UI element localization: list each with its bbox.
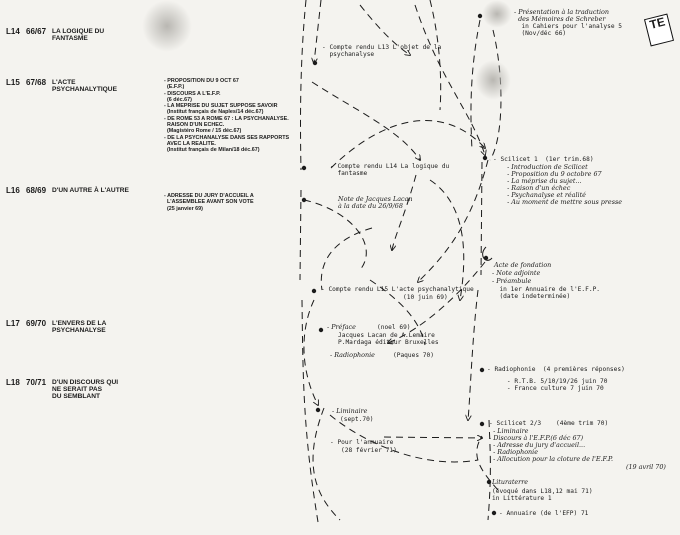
seminar-years: 68/69 — [26, 186, 47, 195]
ink-blot — [482, 0, 512, 28]
seminar-code: L15 — [6, 78, 20, 87]
stamp-logo: TE — [644, 14, 674, 47]
liminaire-date: (sept.70) — [340, 416, 374, 423]
seminar-title: L'ACTE PSYCHANALYTIQUE — [52, 79, 117, 93]
compte-rendu-l15-date: (10 juin 69) — [403, 294, 448, 301]
compte-rendu-l14: - Compte rendu L14 La logique du fantasme — [330, 163, 450, 178]
note-adjointe: - Note adjointe — [492, 269, 541, 277]
note-jacques-lacan: Note de Jacques Lacan à la date du 26/9/68 — [338, 195, 413, 211]
ink-blot — [142, 0, 192, 52]
radiophonie-full: - Radiophonie (4 premières réponses) — [487, 366, 625, 373]
preface: - Préface — [327, 323, 356, 331]
seminar-code: L17 — [6, 319, 20, 328]
ink-blot — [475, 60, 511, 100]
seminar-title: D'UN DISCOURS QUI NE SERAIT PAS DU SEMBLANT — [52, 379, 119, 400]
seminar-title: LA LOGIQUE DU FANTASME — [52, 28, 105, 42]
presentation-schreber: - Présentation à la traduction des Mémoires de Schreber — [514, 8, 610, 24]
seminar-years: 69/70 — [26, 319, 47, 328]
compte-rendu-l13: - Compte rendu L13 L'objet de la psychanalyse — [322, 44, 442, 59]
radiophonie: - Radiophonie — [330, 351, 375, 359]
seminar-code: L18 — [6, 378, 20, 387]
seminar-code: L14 — [6, 27, 20, 36]
preambule-publication: in 1er Annuaire de l'E.F.P. (date indeterminée) — [499, 286, 601, 301]
lituraterre: Lituraterre — [492, 478, 529, 486]
seminar-years: 70/71 — [26, 378, 47, 387]
seminar-code: L16 — [6, 186, 20, 195]
preambule: - Préambule — [492, 277, 532, 285]
acte-de-fondation: Acte de fondation — [494, 261, 552, 269]
preface-publication: Jacques Lacan de A.Lemaire P.Mardaga éditeur Bruxelles — [338, 332, 439, 347]
seminar-years: 67/68 — [26, 78, 47, 87]
scilicet-2-3-contents: - Liminaire - Discours à l'E.F.P.(6 déc 67) - Adresse du jury d'accueil... - Radiophonie - Allocution pour la cloture de l'E.F.P. — [489, 427, 614, 464]
preface-date: (noel 69) — [377, 324, 411, 331]
seminar-years: 66/67 — [26, 27, 47, 36]
pour-annuaire-date: (28 février 71) — [341, 447, 397, 454]
l15-publications: - PROPOSITION DU 9 OCT 67 (E.F.P.) - DISCOURS A L'E.F.P. (6 déc.67) - LA MEPRISE DU SUJET SUPPOSE SAVOIR (Institut français de Naples/14 déc.67) - DE ROME 53 A ROME 67 : LA PSYCHANALYSE. RAISON D'UN ECHEC. (Magistéro Rome / 15 déc.67) - DE LA PSYCHANALYSE DANS SES RAPPORTS AVEC LA REALITE. (Institut français de Milan/18 déc.67) — [164, 78, 290, 154]
scilicet-2-3-last-date: (19 avril 70) — [626, 463, 666, 471]
radiophonie-date: (Paques 70) — [393, 352, 434, 359]
liminaire: - Liminaire — [332, 407, 368, 415]
radiophonie-broadcasts: - R.T.B. 5/10/19/26 juin 70 - France culture 7 juin 70 — [506, 378, 608, 393]
pour-annuaire: - Pour l'annuaire — [330, 439, 394, 446]
scilicet-1: - Scilicet 1 (1er trim.68) — [493, 156, 594, 163]
seminar-title: L'ENVERS DE LA PSYCHANALYSE — [52, 320, 107, 334]
compte-rendu-l15: - Compte rendu L15 L'acte psychanalytique — [321, 286, 474, 293]
seminar-title: D'UN AUTRE À L'AUTRE — [52, 187, 129, 194]
scilicet-1-contents: - Introduction de Scilicet - Proposition du 9 octobre 67 - La méprise du sujet... - Raison d'un échec - Psychanalyse et réalité - Au moment de mettre sous presse — [507, 163, 623, 207]
scilicet-2-3: - Scilicet 2/3 (4ème trim 70) — [489, 420, 609, 427]
l16-publications: - ADRESSE DU JURY D'ACCUEIL A L'ASSEMBLEE AVANT SON VOTE (25 janvier 69) — [164, 193, 254, 212]
presentation-publication: in Cahiers pour l'analyse 5 (Nov/déc 66) — [521, 23, 623, 38]
annuaire-efp: - Annuaire (de l'EFP) 71 — [499, 510, 589, 517]
lituraterre-publication: (évoqué dans L18,12 mai 71) in Littérature 1 — [492, 488, 593, 503]
